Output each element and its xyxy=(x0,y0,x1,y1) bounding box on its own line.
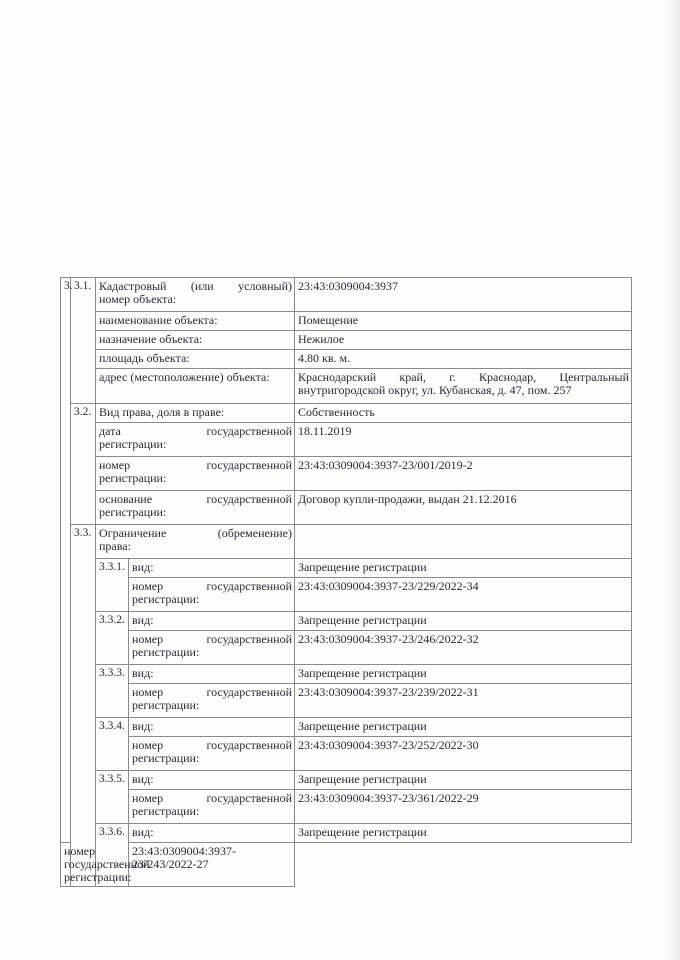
restriction-reg-row xyxy=(61,631,632,665)
object-name-value: Помещение xyxy=(295,312,632,331)
restriction-kind-label: вид: xyxy=(129,718,295,737)
registry-extract-table xyxy=(60,277,632,887)
restrictions-label: Ограничение (обременение) права: xyxy=(96,525,295,559)
restriction-reg-value: 23:43:0309004:3937-23/239/2022-31 xyxy=(295,684,632,718)
object-address-label: адрес (местоположение) объекта: xyxy=(96,369,295,404)
registration-date-label: дата государственной регистрации: xyxy=(96,423,295,457)
restriction-number: 3.3.1. xyxy=(96,559,129,612)
restriction-kind-label: вид: xyxy=(129,771,295,790)
object-area-value: 4.80 кв. м. xyxy=(295,350,632,369)
restriction-reg-label: номер государственной регистрации: xyxy=(129,737,295,771)
restriction-reg-value: 23:43:0309004:3937-23/229/2022-34 xyxy=(295,578,632,612)
restriction-kind-row xyxy=(61,824,632,843)
restriction-kind-row xyxy=(61,718,632,737)
restriction-reg-label: номер государственной регистрации: xyxy=(129,790,295,824)
restriction-reg-row xyxy=(61,578,632,612)
restriction-reg-row xyxy=(61,790,632,824)
object-area-label: площадь объекта: xyxy=(96,350,295,369)
row-object-address xyxy=(61,369,632,404)
right-type-value: Собственность xyxy=(295,404,632,423)
restriction-kind-row xyxy=(61,559,632,578)
row-registration-date xyxy=(61,423,632,457)
registration-number-label: номер государственной регистрации: xyxy=(96,457,295,491)
restriction-kind-value: Запрещение регистрации xyxy=(295,665,632,684)
object-name-label: наименование объекта: xyxy=(96,312,295,331)
row-registration-basis xyxy=(61,491,632,525)
restriction-number: 3.3.3. xyxy=(96,665,129,718)
restriction-reg-label: номер государственной регистрации: xyxy=(129,631,295,665)
restriction-number: 3.3.6. xyxy=(96,824,129,887)
row-object-area xyxy=(61,350,632,369)
restriction-reg-row xyxy=(61,843,632,887)
cadastral-label: Кадастровый (или условный) номер объекта: xyxy=(96,278,295,312)
restriction-number: 3.3.4. xyxy=(96,718,129,771)
right-type-label: Вид права, доля в праве: xyxy=(96,404,295,423)
restrictions-value-empty xyxy=(295,525,632,559)
row-registration-number xyxy=(61,457,632,491)
restriction-kind-label: вид: xyxy=(129,665,295,684)
object-address-value: Краснодарский край, г. Краснодар, Центральный внутригородской округ, ул. Кубанская, д. 47, пом. 257 xyxy=(295,369,632,404)
row-right-type xyxy=(61,404,632,423)
restriction-reg-value: 23:43:0309004:3937-23/243/2022-27 xyxy=(129,843,295,887)
object-purpose-label: назначение объекта: xyxy=(96,331,295,350)
section-number: 3. xyxy=(61,278,71,843)
restriction-reg-value: 23:43:0309004:3937-23/246/2022-32 xyxy=(295,631,632,665)
restriction-kind-value: Запрещение регистрации xyxy=(295,612,632,631)
restriction-kind-row xyxy=(61,665,632,684)
restriction-kind-value: Запрещение регистрации xyxy=(295,718,632,737)
subsection-3-3-number: 3.3. xyxy=(71,525,96,887)
restriction-reg-label: номер государственной регистрации: xyxy=(129,684,295,718)
restriction-kind-label: вид: xyxy=(129,559,295,578)
restriction-reg-value: 23:43:0309004:3937-23/361/2022-29 xyxy=(295,790,632,824)
registration-basis-value: Договор купли-продажи, выдан 21.12.2016 xyxy=(295,491,632,525)
object-purpose-value: Нежилое xyxy=(295,331,632,350)
restriction-reg-label: номер государственной регистрации: xyxy=(61,843,71,887)
row-restrictions-header xyxy=(61,525,632,559)
restriction-kind-label: вид: xyxy=(129,824,295,843)
restriction-kind-row xyxy=(61,612,632,631)
restriction-number: 3.3.5. xyxy=(96,771,129,824)
row-cadastral xyxy=(61,278,632,312)
restriction-kind-label: вид: xyxy=(129,612,295,631)
subsection-3-2-number: 3.2. xyxy=(71,404,96,525)
page-edge-shadow xyxy=(666,0,680,960)
cadastral-value: 23:43:0309004:3937 xyxy=(295,278,632,312)
registration-number-value: 23:43:0309004:3937-23/001/2019-2 xyxy=(295,457,632,491)
registration-date-value: 18.11.2019 xyxy=(295,423,632,457)
registration-basis-label: основание государственной регистрации: xyxy=(96,491,295,525)
row-object-name xyxy=(61,312,632,331)
restriction-reg-row xyxy=(61,684,632,718)
restriction-number: 3.3.2. xyxy=(96,612,129,665)
restriction-kind-value: Запрещение регистрации xyxy=(295,771,632,790)
restriction-kind-value: Запрещение регистрации xyxy=(295,559,632,578)
restriction-kind-row xyxy=(61,771,632,790)
subsection-3-1-number: 3.1. xyxy=(71,278,96,404)
restriction-reg-row xyxy=(61,737,632,771)
restriction-kind-value: Запрещение регистрации xyxy=(295,824,632,843)
restriction-reg-label: номер государственной регистрации: xyxy=(129,578,295,612)
row-object-purpose xyxy=(61,331,632,350)
restriction-reg-value: 23:43:0309004:3937-23/252/2022-30 xyxy=(295,737,632,771)
